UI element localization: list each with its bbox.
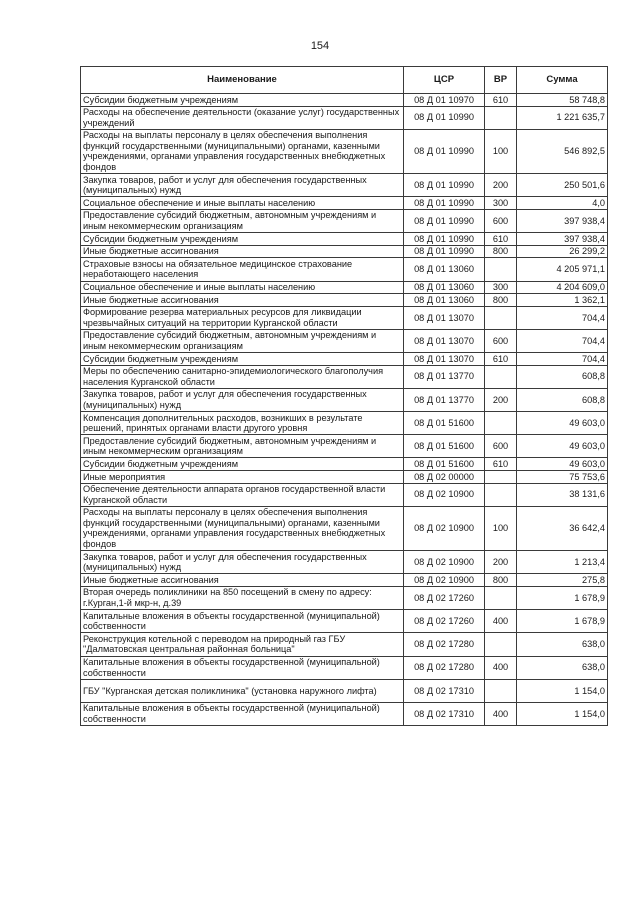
cell-name: Иные бюджетные ассигнования <box>81 574 404 587</box>
cell-name: Субсидии бюджетным учреждениям <box>81 458 404 471</box>
cell-csr: 08 Д 02 17310 <box>404 679 485 702</box>
budget-table <box>80 66 608 726</box>
table-row <box>81 633 608 656</box>
cell-name: Иные бюджетные ассигнования <box>81 294 404 307</box>
cell-sum: 638,0 <box>517 656 608 679</box>
cell-csr: 08 Д 02 10900 <box>404 574 485 587</box>
cell-vr <box>485 412 517 435</box>
cell-sum: 4 205 971,1 <box>517 258 608 281</box>
table-row <box>81 365 608 388</box>
cell-sum: 1 678,9 <box>517 586 608 609</box>
table-row <box>81 174 608 197</box>
cell-name: Социальное обеспечение и иные выплаты населению <box>81 197 404 210</box>
cell-sum: 397 938,4 <box>517 233 608 246</box>
cell-csr: 08 Д 01 10990 <box>404 129 485 173</box>
cell-vr <box>485 365 517 388</box>
cell-csr: 08 Д 02 17260 <box>404 586 485 609</box>
cell-name: Иные бюджетные ассигнования <box>81 245 404 258</box>
cell-vr: 600 <box>485 435 517 458</box>
table-row <box>81 483 608 506</box>
cell-name: Реконструкция котельной с переводом на природный газ ГБУ "Далматовская центральная районная больница" <box>81 633 404 656</box>
cell-sum: 608,8 <box>517 365 608 388</box>
cell-vr: 600 <box>485 329 517 352</box>
cell-sum: 49 603,0 <box>517 458 608 471</box>
cell-name: Вторая очередь поликлиники на 850 посещений в смену по адресу: г.Курган,1-й мкр-н, д.39 <box>81 586 404 609</box>
cell-sum: 704,4 <box>517 306 608 329</box>
cell-sum: 26 299,2 <box>517 245 608 258</box>
cell-name: Закупка товаров, работ и услуг для обеспечения государственных (муниципальных) нужд <box>81 551 404 574</box>
cell-csr: 08 Д 02 00000 <box>404 471 485 484</box>
cell-sum: 704,4 <box>517 329 608 352</box>
cell-csr: 08 Д 01 10990 <box>404 245 485 258</box>
cell-csr: 08 Д 02 10900 <box>404 506 485 550</box>
cell-vr: 610 <box>485 353 517 366</box>
cell-sum: 1 678,9 <box>517 610 608 633</box>
cell-csr: 08 Д 02 17280 <box>404 633 485 656</box>
table-row <box>81 702 608 725</box>
table-row <box>81 610 608 633</box>
table-row <box>81 353 608 366</box>
cell-name: Расходы на обеспечение деятельности (оказание услуг) государственных учреждений <box>81 106 404 129</box>
cell-name: ГБУ "Курганская детская поликлиника" (установка наружного лифта) <box>81 679 404 702</box>
cell-name: Субсидии бюджетным учреждениям <box>81 94 404 107</box>
cell-name: Иные мероприятия <box>81 471 404 484</box>
cell-vr: 100 <box>485 506 517 550</box>
cell-csr: 08 Д 01 10990 <box>404 197 485 210</box>
cell-vr <box>485 586 517 609</box>
table-header-row <box>81 67 608 94</box>
header-csr: ЦСР <box>404 67 485 94</box>
table-row <box>81 551 608 574</box>
cell-csr: 08 Д 01 13060 <box>404 258 485 281</box>
table-row <box>81 679 608 702</box>
cell-vr: 610 <box>485 458 517 471</box>
cell-name: Формирование резерва материальных ресурсов для ликвидации чрезвычайных ситуаций на территории Курганской области <box>81 306 404 329</box>
table-row <box>81 586 608 609</box>
table-row <box>81 388 608 411</box>
cell-sum: 638,0 <box>517 633 608 656</box>
table-row <box>81 458 608 471</box>
cell-sum: 4,0 <box>517 197 608 210</box>
table-row <box>81 94 608 107</box>
cell-vr <box>485 258 517 281</box>
cell-sum: 1 221 635,7 <box>517 106 608 129</box>
cell-sum: 1 154,0 <box>517 702 608 725</box>
cell-name: Капитальные вложения в объекты государственной (муниципальной) собственности <box>81 702 404 725</box>
cell-csr: 08 Д 01 10990 <box>404 106 485 129</box>
table-row <box>81 506 608 550</box>
table-row <box>81 294 608 307</box>
cell-csr: 08 Д 01 13070 <box>404 353 485 366</box>
table-row <box>81 209 608 232</box>
cell-csr: 08 Д 01 10990 <box>404 209 485 232</box>
cell-name: Предоставление субсидий бюджетным, автономным учреждениям и иным некоммерческим организациям <box>81 209 404 232</box>
cell-vr: 800 <box>485 294 517 307</box>
cell-csr: 08 Д 01 13070 <box>404 329 485 352</box>
cell-vr: 610 <box>485 233 517 246</box>
table-row <box>81 574 608 587</box>
cell-name: Закупка товаров, работ и услуг для обеспечения государственных (муниципальных) нужд <box>81 388 404 411</box>
cell-vr: 300 <box>485 197 517 210</box>
cell-csr: 08 Д 01 51600 <box>404 458 485 471</box>
cell-csr: 08 Д 01 10990 <box>404 233 485 246</box>
cell-name: Закупка товаров, работ и услуг для обеспечения государственных (муниципальных) нужд <box>81 174 404 197</box>
table-row <box>81 233 608 246</box>
table-body <box>81 94 608 726</box>
page-number: 154 <box>310 40 330 52</box>
cell-sum: 275,8 <box>517 574 608 587</box>
cell-name: Компенсация дополнительных расходов, возникших в результате решений, принятых органами власти другого уровня <box>81 412 404 435</box>
cell-name: Расходы на выплаты персоналу в целях обеспечения выполнения функций государственными (муниципальными) органами, казенными учреждениями, органами управления государственных внебюджетных фондов <box>81 129 404 173</box>
cell-csr: 08 Д 01 13070 <box>404 306 485 329</box>
cell-sum: 49 603,0 <box>517 412 608 435</box>
cell-sum: 49 603,0 <box>517 435 608 458</box>
cell-sum: 1 213,4 <box>517 551 608 574</box>
table-row <box>81 329 608 352</box>
cell-vr: 100 <box>485 129 517 173</box>
cell-csr: 08 Д 01 13770 <box>404 388 485 411</box>
cell-vr: 300 <box>485 281 517 294</box>
table-row <box>81 197 608 210</box>
cell-sum: 36 642,4 <box>517 506 608 550</box>
cell-sum: 704,4 <box>517 353 608 366</box>
cell-vr: 400 <box>485 656 517 679</box>
cell-name: Субсидии бюджетным учреждениям <box>81 353 404 366</box>
header-sum: Сумма <box>517 67 608 94</box>
cell-name: Капитальные вложения в объекты государственной (муниципальной) собственности <box>81 656 404 679</box>
cell-sum: 4 204 609,0 <box>517 281 608 294</box>
cell-sum: 250 501,6 <box>517 174 608 197</box>
cell-sum: 546 892,5 <box>517 129 608 173</box>
cell-vr <box>485 471 517 484</box>
cell-csr: 08 Д 01 51600 <box>404 412 485 435</box>
table-row <box>81 471 608 484</box>
table-row <box>81 412 608 435</box>
cell-csr: 08 Д 01 10970 <box>404 94 485 107</box>
cell-csr: 08 Д 01 13060 <box>404 294 485 307</box>
cell-sum: 397 938,4 <box>517 209 608 232</box>
table-row <box>81 656 608 679</box>
cell-sum: 1 362,1 <box>517 294 608 307</box>
table-row <box>81 245 608 258</box>
cell-vr <box>485 106 517 129</box>
cell-csr: 08 Д 02 10900 <box>404 483 485 506</box>
cell-name: Обеспечение деятельности аппарата органов государственной власти Курганской области <box>81 483 404 506</box>
cell-vr: 610 <box>485 94 517 107</box>
header-name: Наименование <box>81 67 404 94</box>
cell-csr: 08 Д 02 17260 <box>404 610 485 633</box>
table-row <box>81 435 608 458</box>
cell-csr: 08 Д 01 51600 <box>404 435 485 458</box>
cell-csr: 08 Д 02 10900 <box>404 551 485 574</box>
cell-name: Расходы на выплаты персоналу в целях обеспечения выполнения функций государственными (муниципальными) органами, казенными учреждениями, органами управления государственных внебюджетных фондов <box>81 506 404 550</box>
cell-sum: 38 131,6 <box>517 483 608 506</box>
cell-csr: 08 Д 02 17280 <box>404 656 485 679</box>
table-row <box>81 306 608 329</box>
cell-csr: 08 Д 01 13060 <box>404 281 485 294</box>
cell-name: Страховые взносы на обязательное медицинское страхование неработающего населения <box>81 258 404 281</box>
cell-vr: 200 <box>485 551 517 574</box>
header-vr: ВР <box>485 67 517 94</box>
cell-name: Капитальные вложения в объекты государственной (муниципальной) собственности <box>81 610 404 633</box>
cell-name: Предоставление субсидий бюджетным, автономным учреждениям и иным некоммерческим организациям <box>81 435 404 458</box>
cell-name: Субсидии бюджетным учреждениям <box>81 233 404 246</box>
cell-vr <box>485 633 517 656</box>
table-row <box>81 106 608 129</box>
cell-vr <box>485 679 517 702</box>
cell-sum: 608,8 <box>517 388 608 411</box>
cell-sum: 1 154,0 <box>517 679 608 702</box>
table-row <box>81 281 608 294</box>
cell-vr: 400 <box>485 702 517 725</box>
cell-vr: 600 <box>485 209 517 232</box>
table-row <box>81 258 608 281</box>
cell-sum: 75 753,6 <box>517 471 608 484</box>
cell-vr: 200 <box>485 388 517 411</box>
cell-name: Социальное обеспечение и иные выплаты населению <box>81 281 404 294</box>
cell-csr: 08 Д 01 13770 <box>404 365 485 388</box>
cell-vr: 800 <box>485 245 517 258</box>
cell-sum: 58 748,8 <box>517 94 608 107</box>
cell-vr <box>485 483 517 506</box>
cell-csr: 08 Д 02 17310 <box>404 702 485 725</box>
cell-vr: 200 <box>485 174 517 197</box>
cell-name: Предоставление субсидий бюджетным, автономным учреждениям и иным некоммерческим организациям <box>81 329 404 352</box>
cell-vr: 400 <box>485 610 517 633</box>
table-row <box>81 129 608 173</box>
cell-vr <box>485 306 517 329</box>
cell-csr: 08 Д 01 10990 <box>404 174 485 197</box>
cell-vr: 800 <box>485 574 517 587</box>
cell-name: Меры по обеспечению санитарно-эпидемиологического благополучия населения Курганской области <box>81 365 404 388</box>
